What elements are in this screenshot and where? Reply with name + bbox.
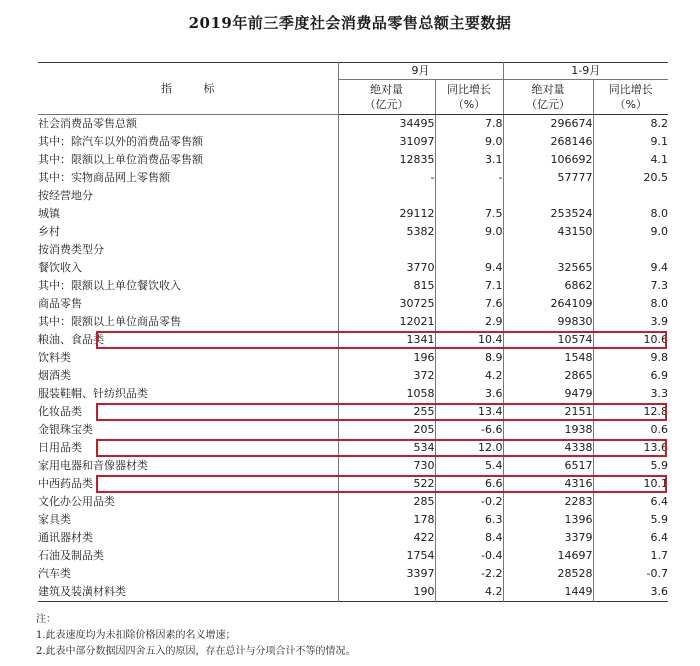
ytd-growth-value: 8.2	[593, 115, 668, 134]
ytd-absolute-value: 28528	[503, 565, 593, 583]
sep-growth-value: 12.0	[435, 439, 503, 457]
ytd-absolute-value: 4338	[503, 439, 593, 457]
sep-growth-value	[435, 241, 503, 259]
sep-absolute-value	[338, 241, 435, 259]
indicator-header: 指 标	[38, 63, 338, 115]
table-row	[38, 331, 668, 349]
ytd-absolute-value: 10574	[503, 331, 593, 349]
table-row	[38, 511, 668, 529]
ytd-growth-value: 9.8	[593, 349, 668, 367]
ytd-absolute-value: 32565	[503, 259, 593, 277]
sep-growth-value: -6.6	[435, 421, 503, 439]
ytd-growth-value: 5.9	[593, 511, 668, 529]
ytd-growth-value: 20.5	[593, 169, 668, 187]
table-row	[38, 187, 668, 205]
ytd-absolute-header: 绝对量 （亿元）	[503, 80, 593, 115]
sep-absolute-value: 196	[413, 351, 435, 364]
ytd-growth-value: 3.6	[593, 583, 668, 602]
sep-growth-value: 7.8	[435, 115, 503, 134]
table-row	[38, 169, 668, 187]
row-label: 其中：限额以上单位消费品零售额	[38, 151, 338, 169]
sep-absolute-value: 534	[413, 441, 435, 454]
ytd-growth-value: 5.9	[593, 457, 668, 475]
ytd-absolute-value: 4316	[503, 475, 593, 493]
ytd-growth-value: 10.1	[593, 475, 668, 493]
row-label: 家具类	[38, 511, 338, 529]
footnote-1: 1.此表速度均为未扣除价格因素的名义增速；	[36, 630, 236, 641]
sep-absolute-value: 522	[413, 477, 435, 490]
row-label: 日用品类	[38, 439, 338, 457]
sep-absolute-value: 12835	[399, 153, 435, 166]
row-label: 中西药品类	[38, 475, 338, 493]
ytd-growth-value: 9.4	[593, 259, 668, 277]
sep-absolute-value: 372	[413, 369, 435, 382]
sep-growth-value: 7.5	[435, 205, 503, 223]
sep-growth-value: 9.0	[435, 223, 503, 241]
sep-growth-value: 9.0	[435, 133, 503, 151]
sep-growth-value: 8.4	[435, 529, 503, 547]
sep-growth-value: 5.4	[435, 457, 503, 475]
row-label: 其中：限额以上单位餐饮收入	[38, 277, 338, 295]
sep-absolute-header: 绝对量 （亿元）	[338, 80, 435, 115]
row-label: 饮料类	[38, 349, 338, 367]
ytd-absolute-value: 14697	[503, 547, 593, 565]
ytd-growth-value: 12.8	[593, 403, 668, 421]
ytd-growth-value: -0.7	[593, 565, 668, 583]
ytd-absolute-value: 2151	[503, 403, 593, 421]
sep-absolute-value: 190	[413, 585, 435, 598]
sep-absolute-value: 5382	[406, 225, 435, 238]
page-title: 2019年前三季度社会消费品零售总额主要数据	[188, 14, 512, 32]
sep-absolute-value: 1754	[406, 549, 435, 562]
ytd-growth-value: 6.9	[593, 367, 668, 385]
row-label: 城镇	[38, 205, 338, 223]
sep-growth-value: 13.4	[435, 403, 503, 421]
ytd-absolute-value: 268146	[503, 133, 593, 151]
sep-growth-value: 6.3	[435, 511, 503, 529]
sep-absolute-value: 815	[413, 279, 435, 292]
ytd-growth-value: 3.9	[593, 313, 668, 331]
ytd-growth-value	[593, 241, 668, 259]
ytd-absolute-value: 2283	[503, 493, 593, 511]
table-row	[38, 547, 668, 565]
ytd-header: 1-9月	[503, 63, 668, 80]
ytd-growth-value: 7.3	[593, 277, 668, 295]
row-label: 社会消费品零售总额	[38, 115, 338, 134]
table-row	[38, 133, 668, 151]
table-row	[38, 367, 668, 385]
sep-absolute-value: 31097	[399, 135, 435, 148]
sep-absolute-value: 1341	[406, 333, 435, 346]
row-label: 通讯器材类	[38, 529, 338, 547]
ytd-absolute-value: 296674	[503, 115, 593, 134]
row-label: 其中：实物商品网上零售额	[38, 169, 338, 187]
sep-absolute-value: 30725	[399, 297, 435, 310]
ytd-absolute-value: 57777	[503, 169, 593, 187]
row-label: 汽车类	[38, 565, 338, 583]
ytd-growth-value: 0.6	[593, 421, 668, 439]
ytd-growth-header: 同比增长 （%）	[593, 80, 668, 115]
ytd-absolute-value: 3379	[503, 529, 593, 547]
row-label: 按经营地分	[38, 187, 338, 205]
sep-growth-value: -0.4	[435, 547, 503, 565]
ytd-absolute-value: 99830	[503, 313, 593, 331]
table-row	[38, 421, 668, 439]
sep-absolute-value: -	[430, 171, 435, 184]
ytd-absolute-value: 2865	[503, 367, 593, 385]
ytd-absolute-value: 106692	[503, 151, 593, 169]
table-row	[38, 223, 668, 241]
table-body	[38, 115, 668, 602]
sep-absolute-value: 3397	[406, 567, 435, 580]
sep-absolute-value: 1058	[406, 387, 435, 400]
ytd-absolute-value: 9479	[503, 385, 593, 403]
sep-absolute-value: 29112	[399, 207, 435, 220]
table-row	[38, 313, 668, 331]
ytd-absolute-value: 1396	[503, 511, 593, 529]
table-row	[38, 529, 668, 547]
row-label: 石油及制品类	[38, 547, 338, 565]
row-label: 粮油、食品类	[38, 331, 338, 349]
ytd-absolute-value: 253524	[503, 205, 593, 223]
sep-growth-value: 8.9	[435, 349, 503, 367]
sep-growth-header: 同比增长 （%）	[435, 80, 503, 115]
ytd-growth-value: 3.3	[593, 385, 668, 403]
sep-growth-value: 9.4	[435, 259, 503, 277]
sep-absolute-value: 205	[413, 423, 435, 436]
sep-growth-value: 7.1	[435, 277, 503, 295]
table-row	[38, 205, 668, 223]
row-label: 建筑及装潢材料类	[38, 583, 338, 602]
ytd-growth-value: 1.7	[593, 547, 668, 565]
sep-growth-value	[435, 187, 503, 205]
ytd-growth-value: 8.0	[593, 205, 668, 223]
sep-absolute-value: 34495	[399, 117, 435, 130]
table-row	[38, 565, 668, 583]
table-row	[38, 259, 668, 277]
row-label: 按消费类型分	[38, 241, 338, 259]
ytd-absolute-value: 1938	[503, 421, 593, 439]
sep-growth-value: 4.2	[435, 583, 503, 602]
sep-absolute-value: 422	[413, 531, 435, 544]
footnote-head: 注：	[36, 614, 56, 625]
sep-growth-value: -0.2	[435, 493, 503, 511]
row-label: 金银珠宝类	[38, 421, 338, 439]
sep-absolute-value: 730	[413, 459, 435, 472]
row-label: 烟酒类	[38, 367, 338, 385]
row-label: 餐饮收入	[38, 259, 338, 277]
sep-growth-value: 3.1	[435, 151, 503, 169]
row-label: 乡村	[38, 223, 338, 241]
table-row	[38, 349, 668, 367]
ytd-absolute-value: 1449	[503, 583, 593, 602]
ytd-absolute-value: 43150	[503, 223, 593, 241]
sep-growth-value: 6.6	[435, 475, 503, 493]
sep-absolute-value: 3770	[406, 261, 435, 274]
table-row	[38, 295, 668, 313]
retail-sales-table	[38, 62, 668, 602]
ytd-growth-value: 9.0	[593, 223, 668, 241]
table-row	[38, 277, 668, 295]
sep-absolute-value: 285	[413, 495, 435, 508]
september-header: 9月	[338, 63, 503, 80]
ytd-growth-value	[593, 187, 668, 205]
row-label: 其中：除汽车以外的消费品零售额	[38, 133, 338, 151]
table-row	[38, 493, 668, 511]
ytd-growth-value: 13.6	[593, 439, 668, 457]
ytd-growth-value: 10.6	[593, 331, 668, 349]
row-label: 商品零售	[38, 295, 338, 313]
row-label: 家用电器和音像器材类	[38, 457, 338, 475]
row-label: 服装鞋帽、针纺织品类	[38, 385, 338, 403]
ytd-absolute-value: 6517	[503, 457, 593, 475]
ytd-growth-value: 8.0	[593, 295, 668, 313]
ytd-absolute-value: 264109	[503, 295, 593, 313]
ytd-growth-value: 6.4	[593, 529, 668, 547]
row-label: 其中：限额以上单位商品零售	[38, 313, 338, 331]
table-row	[38, 583, 668, 602]
sep-absolute-value: 178	[413, 513, 435, 526]
ytd-absolute-value: 6862	[503, 277, 593, 295]
table-row	[38, 457, 668, 475]
sep-absolute-value: 255	[413, 405, 435, 418]
sep-growth-value: 10.4	[435, 331, 503, 349]
ytd-growth-value: 6.4	[593, 493, 668, 511]
table-row	[38, 403, 668, 421]
ytd-growth-value: 4.1	[593, 151, 668, 169]
ytd-growth-value: 9.1	[593, 133, 668, 151]
table-row	[38, 115, 668, 134]
table-row	[38, 475, 668, 493]
footnote-2: 2.此表中部分数据因四舍五入的原因，存在总计与分项合计不等的情况。	[36, 646, 356, 657]
sep-growth-value: -	[435, 169, 503, 187]
ytd-absolute-value: 1548	[503, 349, 593, 367]
sep-growth-value: 3.6	[435, 385, 503, 403]
ytd-absolute-value	[503, 241, 593, 259]
sep-growth-value: 7.6	[435, 295, 503, 313]
footnotes	[36, 612, 356, 660]
sep-growth-value: 4.2	[435, 367, 503, 385]
sep-growth-value: -2.2	[435, 565, 503, 583]
sep-absolute-value: 12021	[399, 315, 435, 328]
sep-absolute-value	[338, 187, 435, 205]
table-row	[38, 151, 668, 169]
ytd-absolute-value	[503, 187, 593, 205]
row-label: 文化办公用品类	[38, 493, 338, 511]
table-row	[38, 241, 668, 259]
table-row	[38, 439, 668, 457]
row-label: 化妆品类	[38, 403, 338, 421]
table-row	[38, 385, 668, 403]
sep-growth-value: 2.9	[435, 313, 503, 331]
